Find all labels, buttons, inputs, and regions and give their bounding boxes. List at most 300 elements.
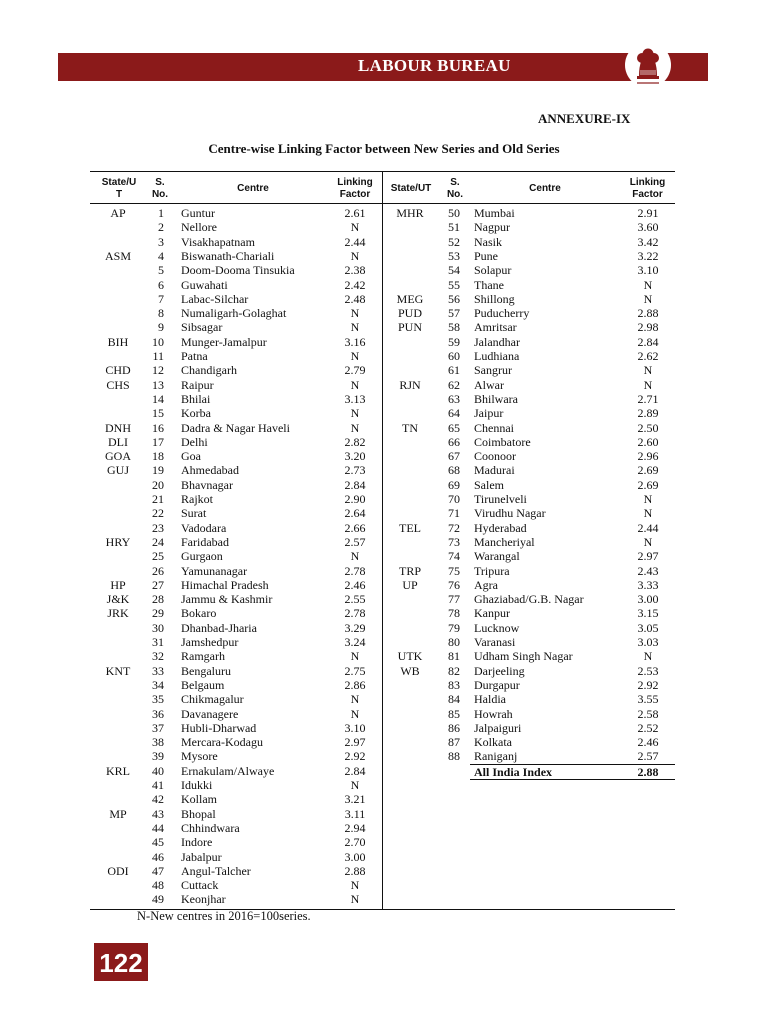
linking-factor-cell: N <box>643 363 653 378</box>
centre-cell: Guntur <box>181 206 215 220</box>
linking-factor-cell: 2.98 <box>637 320 659 335</box>
centre-cell: Yamunanagar <box>181 563 248 578</box>
linking-factor-cell: 3.15 <box>637 606 659 621</box>
linking-factor-cell: 2.50 <box>637 420 659 435</box>
linking-factor-cell: 3.00 <box>344 849 366 864</box>
centre-cell: Patna <box>181 349 208 363</box>
centre-cell: Coimbatore <box>474 434 531 449</box>
linking-factor-cell: 2.52 <box>637 720 659 735</box>
centre-cell: Chennai <box>474 420 514 435</box>
centre-cell: Indore <box>181 835 213 850</box>
linking-factor-cell: N <box>350 349 360 363</box>
linking-factor-cell: 3.00 <box>637 592 659 607</box>
sno-cell: 56 <box>448 291 460 306</box>
linking-factor-cell: 2.58 <box>637 706 659 721</box>
centre-cell: Bhopal <box>181 806 216 821</box>
linking-factor-cell: 2.62 <box>637 349 659 363</box>
linking-factor-cell: 2.71 <box>637 391 659 406</box>
table-row <box>90 850 675 864</box>
linking-factor-cell: 2.88 <box>637 306 659 321</box>
sno-cell: 20 <box>152 477 164 492</box>
table-row <box>90 392 675 406</box>
linking-factor-cell: 3.16 <box>344 334 366 349</box>
sno-cell: 48 <box>152 878 164 893</box>
sno-cell: 5 <box>158 263 164 278</box>
linking-factor-cell: 2.88 <box>344 863 366 878</box>
linking-factor-cell: 2.96 <box>637 449 659 464</box>
centre-cell: Nagpur <box>474 220 510 235</box>
total-bottom-rule <box>470 779 675 780</box>
state-cell: ASM <box>104 248 131 263</box>
annexure-label: ANNEXURE-IX <box>538 111 631 126</box>
linking-factor-cell: N <box>643 377 653 392</box>
centre-cell: Keonjhar <box>181 892 226 907</box>
sno-cell: 55 <box>448 277 460 292</box>
linking-factor-cell: 2.92 <box>637 677 659 692</box>
linking-factor-cell: 3.11 <box>344 806 366 821</box>
linking-factor-cell: 2.84 <box>637 334 659 349</box>
sno-cell: 10 <box>152 334 164 349</box>
centre-cell: Angul-Talcher <box>181 863 251 878</box>
centre-cell: Puducherry <box>474 306 530 321</box>
state-cell: TEL <box>399 520 421 535</box>
sno-cell: 45 <box>152 835 164 850</box>
state-cell: UP <box>402 577 418 592</box>
centre-cell: Rajkot <box>181 492 213 506</box>
table-row <box>90 335 675 349</box>
sno-cell: 14 <box>152 391 164 406</box>
sno-cell: 1 <box>158 206 164 220</box>
sno-cell: 82 <box>448 663 460 678</box>
centre-cell: Korba <box>181 406 211 421</box>
linking-factor-cell: 3.55 <box>637 692 659 707</box>
centre-cell: Goa <box>181 449 201 464</box>
sno-cell: 39 <box>152 749 164 764</box>
centre-cell: Munger-Jamalpur <box>181 334 267 349</box>
sno-cell: 50 <box>448 206 460 220</box>
sno-cell: 23 <box>152 520 164 535</box>
centre-cell: Jalpaiguri <box>474 720 522 735</box>
sno-cell: 64 <box>448 406 460 421</box>
linking-factor-cell: 2.53 <box>637 663 659 678</box>
sno-cell: 41 <box>152 778 164 792</box>
centre-cell: Pune <box>474 248 498 263</box>
centre-cell: Numaligarh-Golaghat <box>181 306 287 321</box>
centre-cell: Varanasi <box>474 635 516 649</box>
table-row <box>90 320 675 334</box>
sno-cell: 13 <box>152 377 164 392</box>
centre-cell: Kanpur <box>474 606 510 621</box>
centre-cell: Raniganj <box>474 749 518 764</box>
sno-cell: 63 <box>448 391 460 406</box>
linking-factor-cell: 2.48 <box>344 291 366 306</box>
table-row <box>90 406 675 420</box>
table-row <box>90 649 675 663</box>
centre-cell: Faridabad <box>181 534 229 549</box>
table-row <box>90 363 675 377</box>
linking-factor-cell: 2.66 <box>344 520 366 535</box>
table-row <box>90 878 675 892</box>
sno-cell: 34 <box>152 677 164 692</box>
footnote: N-New centres in 2016=100series. <box>137 909 311 923</box>
linking-factor-cell: N <box>350 706 360 721</box>
linking-factor-cell: 3.33 <box>637 577 659 592</box>
centre-cell: Amritsar <box>474 320 517 335</box>
centre-cell: Surat <box>181 506 207 521</box>
centre-cell: Chandigarh <box>181 363 237 378</box>
header-sno-right: S. No. <box>446 177 464 200</box>
table-row <box>90 449 675 463</box>
centre-cell: Dhanbad-Jharia <box>181 620 257 635</box>
total-top-rule <box>470 764 675 765</box>
centre-cell: Davanagere <box>181 706 239 721</box>
sno-cell: 4 <box>158 248 164 263</box>
sno-cell: 37 <box>152 720 164 735</box>
sno-cell: 72 <box>448 520 460 535</box>
header-centre-left: Centre <box>237 183 269 194</box>
sno-cell: 79 <box>448 620 460 635</box>
linking-factor-cell: 3.24 <box>344 635 366 649</box>
linking-factor-cell: 2.69 <box>637 463 659 478</box>
sno-cell: 8 <box>158 306 164 321</box>
linking-factor-cell: N <box>350 248 360 263</box>
state-cell: PUD <box>397 306 422 321</box>
centre-cell: Lucknow <box>474 620 520 635</box>
sno-cell: 27 <box>152 577 164 592</box>
table-row <box>90 306 675 320</box>
centre-cell: Ahmedabad <box>181 463 239 478</box>
centre-cell: Howrah <box>474 706 513 721</box>
table-row <box>90 578 675 592</box>
state-cell: MHR <box>396 206 424 220</box>
centre-cell: Madurai <box>474 463 515 478</box>
table-row <box>90 278 675 292</box>
sno-cell: 12 <box>152 363 164 378</box>
state-cell: RJN <box>399 377 421 392</box>
table-row <box>90 606 675 620</box>
linking-factor-cell: 2.90 <box>344 492 366 506</box>
linking-factor-cell: N <box>643 277 653 292</box>
sno-cell: 9 <box>158 320 164 335</box>
linking-factor-cell: 3.22 <box>637 248 659 263</box>
state-cell: KRL <box>106 763 130 778</box>
linking-factor-cell: N <box>350 377 360 392</box>
table-row <box>90 821 675 835</box>
centre-cell: Agra <box>474 577 498 592</box>
centre-cell: Jabalpur <box>181 849 222 864</box>
header-title: LABOUR BUREAU <box>358 56 511 75</box>
centre-cell: Mercara-Kodagu <box>181 735 263 750</box>
sno-cell: 25 <box>152 549 164 564</box>
centre-cell: Delhi <box>181 434 208 449</box>
linking-factor-cell: 2.97 <box>344 735 366 750</box>
centre-cell: Sibsagar <box>181 320 223 335</box>
sno-cell: 3 <box>158 234 164 249</box>
sno-cell: 77 <box>448 592 460 607</box>
national-emblem-icon <box>629 44 667 88</box>
centre-cell: Salem <box>474 477 504 492</box>
sno-cell: 52 <box>448 234 460 249</box>
linking-factor-cell: 2.70 <box>344 835 366 850</box>
linking-factor-cell: 3.05 <box>637 620 659 635</box>
sno-cell: 61 <box>448 363 460 378</box>
sno-cell: 74 <box>448 549 460 564</box>
state-cell: MEG <box>396 291 424 306</box>
linking-factor-cell: N <box>350 406 360 421</box>
table-row <box>90 435 675 449</box>
table-row <box>90 421 675 435</box>
linking-factor-cell: 2.97 <box>637 549 659 564</box>
sno-cell: 49 <box>152 892 164 907</box>
table-row <box>90 263 675 277</box>
linking-factor-cell: N <box>643 291 653 306</box>
centre-cell: Mumbai <box>474 206 515 220</box>
sno-cell: 83 <box>448 677 460 692</box>
sno-cell: 59 <box>448 334 460 349</box>
centre-cell: Chikmagalur <box>181 692 244 707</box>
sno-cell: 73 <box>448 534 460 549</box>
sno-cell: 36 <box>152 706 164 721</box>
centre-cell: Bengaluru <box>181 663 231 678</box>
header-lf-left: Linking Factor <box>337 177 373 200</box>
linking-factor-cell: 3.21 <box>344 792 366 807</box>
sno-cell: 80 <box>448 635 460 649</box>
linking-factor-cell: 3.60 <box>637 220 659 235</box>
centre-cell: Haldia <box>474 692 506 707</box>
table-row <box>90 892 675 906</box>
table-row <box>90 492 675 506</box>
sno-cell: 35 <box>152 692 164 707</box>
table-row <box>90 864 675 878</box>
sno-cell: 6 <box>158 277 164 292</box>
header-state-left: State/U T <box>101 177 137 200</box>
table-row <box>90 521 675 535</box>
centre-cell: Warangal <box>474 549 520 564</box>
table-row <box>90 549 675 563</box>
table-row <box>90 635 675 649</box>
sno-cell: 24 <box>152 534 164 549</box>
linking-factor-cell: N <box>643 506 653 521</box>
all-india-index-label: All India Index <box>474 764 553 779</box>
state-cell: KNT <box>105 663 131 678</box>
sno-cell: 43 <box>152 806 164 821</box>
sno-cell: 81 <box>448 649 460 664</box>
sno-cell: 26 <box>152 563 164 578</box>
header-centre-right: Centre <box>529 183 561 194</box>
linking-factor-cell: 3.03 <box>637 635 659 649</box>
centre-cell: Solapur <box>474 263 512 278</box>
table-row <box>90 778 675 792</box>
centre-cell: Bhilai <box>181 391 211 406</box>
state-cell: CHD <box>105 363 131 378</box>
linking-factor-cell: 3.42 <box>637 234 659 249</box>
sno-cell: 22 <box>152 506 164 521</box>
state-cell: BIH <box>107 334 129 349</box>
state-cell: AP <box>110 206 126 220</box>
centre-cell: Jalandhar <box>474 334 520 349</box>
sno-cell: 15 <box>152 406 164 421</box>
centre-cell: Bhavnagar <box>181 477 233 492</box>
state-cell: WB <box>400 663 420 678</box>
table-row <box>90 235 675 249</box>
linking-factor-cell: N <box>350 878 360 893</box>
sno-cell: 29 <box>152 606 164 621</box>
table-row <box>90 478 675 492</box>
centre-cell: Idukki <box>181 778 213 792</box>
centre-cell: Cuttack <box>181 878 219 893</box>
table-row <box>90 621 675 635</box>
table-row <box>90 707 675 721</box>
table-row <box>90 220 675 234</box>
centre-cell: Sangrur <box>474 363 512 378</box>
linking-factor-cell: 2.78 <box>344 606 366 621</box>
centre-cell: Gurgaon <box>181 549 223 564</box>
centre-cell: Hyderabad <box>474 520 527 535</box>
centre-cell: Tirunelveli <box>474 492 527 506</box>
centre-cell: Ludhiana <box>474 349 520 363</box>
sno-cell: 42 <box>152 792 164 807</box>
centre-cell: Shillong <box>474 291 515 306</box>
centre-cell: Tripura <box>474 563 510 578</box>
centre-cell: Kolkata <box>474 735 512 750</box>
linking-factor-cell: N <box>350 220 360 235</box>
sno-cell: 33 <box>152 663 164 678</box>
centre-cell: Raipur <box>181 377 214 392</box>
sno-cell: 54 <box>448 263 460 278</box>
linking-factor-cell: 2.43 <box>637 563 659 578</box>
sno-cell: 78 <box>448 606 460 621</box>
table-row <box>90 463 675 477</box>
linking-factor-cell: 2.82 <box>344 434 366 449</box>
state-cell: HP <box>110 577 126 592</box>
sno-cell: 62 <box>448 377 460 392</box>
sno-cell: 2 <box>158 220 164 235</box>
state-cell: DNH <box>105 420 131 435</box>
sno-cell: 40 <box>152 763 164 778</box>
sno-cell: 7 <box>158 291 164 306</box>
centre-cell: Ramgarh <box>181 649 225 664</box>
centre-cell: Coonoor <box>474 449 516 464</box>
state-cell: PUN <box>397 320 422 335</box>
table-row <box>90 664 675 678</box>
sno-cell: 16 <box>152 420 164 435</box>
centre-cell: Thane <box>474 277 504 292</box>
linking-factor-cell: 2.64 <box>344 506 366 521</box>
centre-cell: Hubli-Dharwad <box>181 720 257 735</box>
linking-factor-cell: 2.46 <box>344 577 366 592</box>
sno-cell: 11 <box>152 349 164 363</box>
linking-factor-cell: 2.89 <box>637 406 659 421</box>
table-row <box>90 249 675 263</box>
linking-factor-cell: 2.92 <box>344 749 366 764</box>
table-row <box>90 792 675 806</box>
table-row <box>90 692 675 706</box>
centre-cell: Darjeeling <box>474 663 525 678</box>
table-row <box>90 349 675 363</box>
table-row <box>90 378 675 392</box>
sno-cell: 84 <box>448 692 460 707</box>
centre-cell: Virudhu Nagar <box>474 506 546 521</box>
state-cell: ODI <box>107 863 129 878</box>
sno-cell: 85 <box>448 706 460 721</box>
table-row <box>90 721 675 735</box>
centre-cell: Doom-Dooma Tinsukia <box>181 263 295 278</box>
linking-factor-cell: 3.29 <box>344 620 366 635</box>
state-cell: J&K <box>106 592 130 607</box>
sno-cell: 58 <box>448 320 460 335</box>
linking-factor-cell: N <box>350 892 360 907</box>
centre-cell: Vadodara <box>181 520 227 535</box>
sno-cell: 66 <box>448 434 460 449</box>
table-row <box>90 749 675 763</box>
linking-factor-cell: N <box>350 649 360 664</box>
linking-factor-cell: 2.57 <box>637 749 659 764</box>
sno-cell: 18 <box>152 449 164 464</box>
header-lf-right: Linking Factor <box>629 177 666 200</box>
sno-cell: 75 <box>448 563 460 578</box>
state-cell: DLI <box>108 434 128 449</box>
linking-factor-cell: N <box>350 778 360 792</box>
sno-cell: 86 <box>448 720 460 735</box>
state-cell: GOA <box>105 449 131 464</box>
all-india-index-value: 2.88 <box>637 764 659 779</box>
sno-cell: 65 <box>448 420 460 435</box>
centre-cell: Labac-Silchar <box>181 291 249 306</box>
state-cell: TN <box>402 420 418 435</box>
table-title: Centre-wise Linking Factor between New Series and Old Series <box>208 141 560 156</box>
centre-cell: Nasik <box>474 234 502 249</box>
linking-factor-cell: 2.78 <box>344 563 366 578</box>
table-row <box>90 506 675 520</box>
linking-factor-cell: 2.55 <box>344 592 366 607</box>
state-cell: UTK <box>397 649 423 664</box>
sno-cell: 69 <box>448 477 460 492</box>
linking-factor-cell: N <box>643 649 653 664</box>
sno-cell: 31 <box>152 635 164 649</box>
centre-cell: Durgapur <box>474 677 520 692</box>
all-india-index-row <box>90 765 675 779</box>
sno-cell: 57 <box>448 306 460 321</box>
linking-factor-cell: 2.69 <box>637 477 659 492</box>
centre-cell: Visakhapatnam <box>181 234 255 249</box>
header-sno-left: S. No. <box>151 177 169 200</box>
sno-cell: 32 <box>152 649 164 664</box>
linking-factor-cell: N <box>350 306 360 321</box>
centre-cell: Ernakulam/Alwaye <box>181 763 275 778</box>
centre-cell: Udham Singh Nagar <box>474 649 573 664</box>
centre-cell: Mysore <box>181 749 218 764</box>
linking-factor-cell: 3.20 <box>344 449 366 464</box>
linking-factor-cell: 2.94 <box>344 820 366 835</box>
centre-cell: Belgaum <box>181 677 225 692</box>
linking-factor-cell: 2.61 <box>344 206 366 220</box>
centre-cell: Jammu & Kashmir <box>181 592 273 607</box>
centre-cell: Jaipur <box>474 406 504 421</box>
centre-cell: Guwahati <box>181 277 228 292</box>
sno-cell: 47 <box>152 863 164 878</box>
sno-cell: 67 <box>448 449 460 464</box>
centre-cell: Himachal Pradesh <box>181 577 269 592</box>
sno-cell: 28 <box>152 592 164 607</box>
sno-cell: 51 <box>448 220 460 235</box>
centre-cell: Alwar <box>474 377 504 392</box>
linking-factor-cell: 3.10 <box>637 263 659 278</box>
linking-factor-cell: 2.57 <box>344 534 366 549</box>
table-row <box>90 535 675 549</box>
linking-factor-cell: 3.10 <box>344 720 366 735</box>
linking-factor-cell: 2.75 <box>344 663 366 678</box>
sno-cell: 87 <box>448 735 460 750</box>
